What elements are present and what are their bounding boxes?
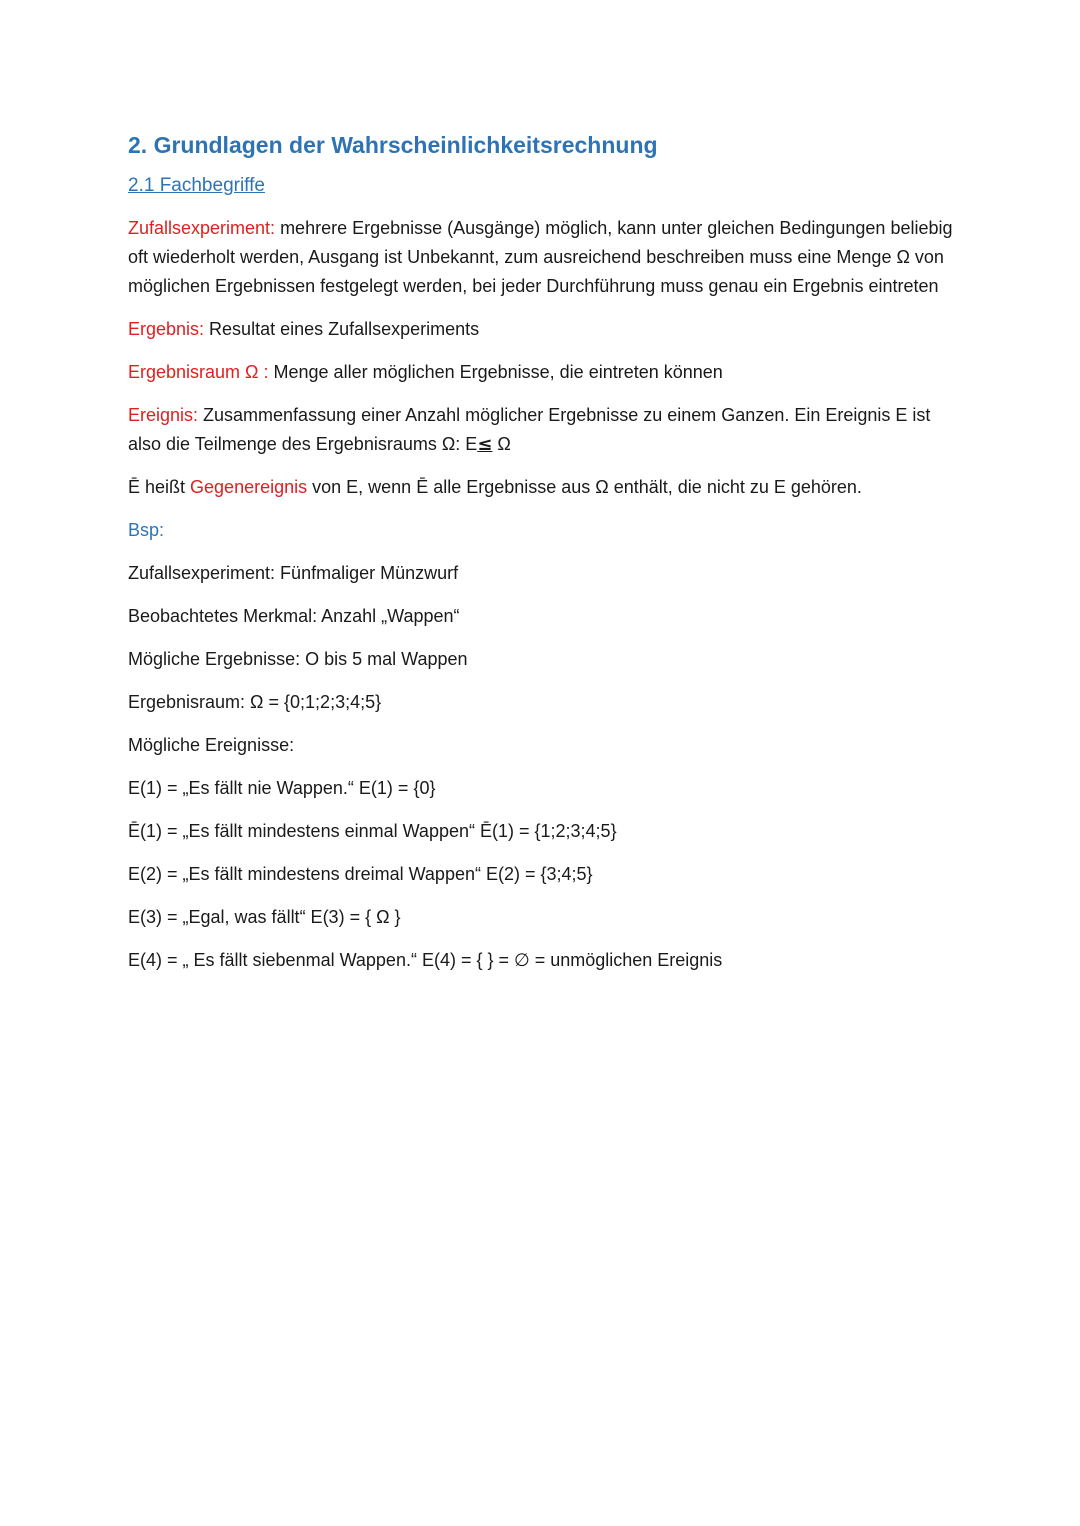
text-ergebnis: Resultat eines Zufallsexperiments — [204, 319, 480, 339]
text-ereignis-end: Ω — [492, 434, 511, 454]
example-line: Ē(1) = „Es fällt mindestens einmal Wappen“ Ē(1) = {1;2;3;4;5} — [128, 821, 617, 841]
example-line: Beobachtetes Merkmal: Anzahl „Wappen“ — [128, 606, 460, 626]
example-line: E(3) = „Egal, was fällt“ E(3) = { Ω } — [128, 907, 401, 927]
section-heading: 2. Grundlagen der Wahrscheinlichkeitsrechnung — [128, 132, 658, 158]
text-ereignis: Zusammenfassung einer Anzahl möglicher Ergebnisse zu einem Ganzen. Ein Ereignis E ist also die Teilmenge des Ergebnisraums Ω: E — [128, 405, 931, 454]
term-ereignis: Ereignis: — [128, 405, 199, 425]
definition-gegenereignis — [128, 473, 958, 502]
text-gegen-pre: Ē heißt — [128, 477, 191, 497]
definition-zufallsexperiment — [128, 214, 958, 301]
definition-ergebnis — [128, 315, 958, 344]
example-line: Ergebnisraum: Ω = {0;1;2;3;4;5} — [128, 692, 382, 712]
example-line: Zufallsexperiment: Fünfmaliger Münzwurf — [128, 563, 459, 583]
document-content — [128, 128, 958, 975]
subsection-heading: 2.1 Fachbegriffe — [128, 175, 265, 196]
text-gegen-post: von E, wenn Ē alle Ergebnisse aus Ω enthält, die nicht zu E gehören. — [307, 477, 862, 497]
text-zufallsexperiment: mehrere Ergebnisse (Ausgänge) möglich, kann unter gleichen Bedingungen beliebig oft wiederholt werden, Ausgang ist Unbekannt, zum ausreichend beschreiben muss eine Menge Ω von möglichen Ergebnissen festgelegt werden, bei jeder Durchführung muss genau ein Ergebnis eintreten — [128, 218, 953, 296]
example-line: E(2) = „Es fällt mindestens dreimal Wappen“ E(2) = {3;4;5} — [128, 864, 593, 884]
definition-ereignis — [128, 401, 958, 459]
example-line: E(1) = „Es fällt nie Wappen.“ E(1) = {0} — [128, 778, 436, 798]
subset-symbol: ≤ — [477, 434, 493, 455]
definition-ergebnisraum — [128, 358, 958, 387]
example-label: Bsp: — [128, 520, 165, 540]
term-ergebnisraum: Ergebnisraum Ω : — [128, 362, 269, 382]
term-gegenereignis: Gegenereignis — [190, 477, 308, 497]
example-line: Mögliche Ereignisse: — [128, 735, 295, 755]
example-line: Mögliche Ergebnisse: O bis 5 mal Wappen — [128, 649, 468, 669]
term-zufallsexperiment: Zufallsexperiment: — [128, 218, 276, 238]
text-ergebnisraum: Menge aller möglichen Ergebnisse, die eintreten können — [268, 362, 723, 382]
term-ergebnis: Ergebnis: — [128, 319, 205, 339]
example-line: E(4) = „ Es fällt siebenmal Wappen.“ E(4) = { } = ∅ = unmöglichen Ereignis — [128, 950, 723, 970]
